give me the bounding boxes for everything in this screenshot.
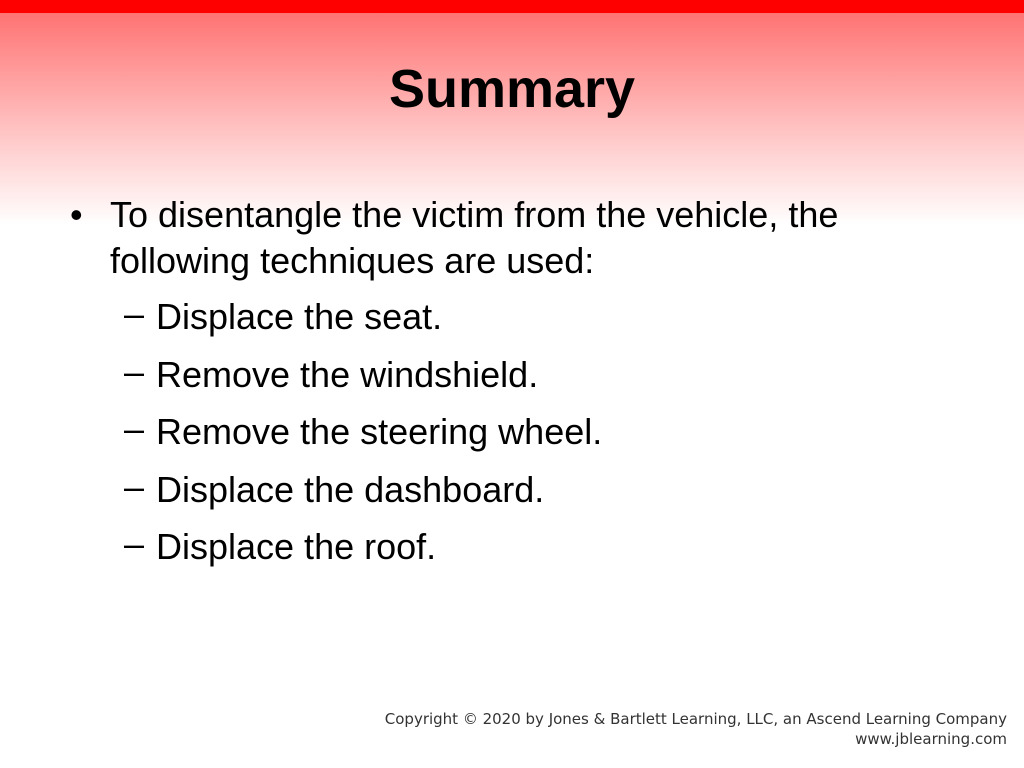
sub-bullet-item <box>124 352 970 398</box>
sub-bullet-item <box>124 524 970 570</box>
copyright-text: Copyright © 2020 by Jones & Bartlett Learning, LLC, an Ascend Learning Company <box>384 710 1007 728</box>
sub-bullet-text: Displace the roof. <box>156 526 437 567</box>
dash-icon: – <box>124 350 145 392</box>
sub-bullet-list <box>70 294 970 570</box>
dash-icon: – <box>124 293 145 334</box>
bullet-text: To disentangle the victim from the vehicle, the following techniques are used: <box>110 194 839 281</box>
sub-bullet-text: Remove the steering wheel. <box>156 411 603 452</box>
slide-title: Summary <box>388 59 636 119</box>
sub-bullet-text: Displace the dashboard. <box>156 468 545 510</box>
sub-bullet-item <box>124 409 970 455</box>
sub-bullet-item <box>124 294 970 340</box>
dash-icon: – <box>124 465 145 507</box>
top-accent-bar <box>0 0 1024 13</box>
dash-icon: – <box>124 523 145 564</box>
sub-bullet-text: Displace the seat. <box>156 296 443 337</box>
slide-footer <box>385 709 1007 749</box>
dash-icon: – <box>124 408 145 449</box>
slide-content <box>70 192 970 582</box>
bullet-item <box>70 192 970 284</box>
website-link: www.jblearning.com <box>855 730 1007 748</box>
sub-bullet-item <box>124 467 970 513</box>
bullet-dot-icon: • <box>70 194 83 235</box>
sub-bullet-text: Remove the windshield. <box>156 353 539 395</box>
